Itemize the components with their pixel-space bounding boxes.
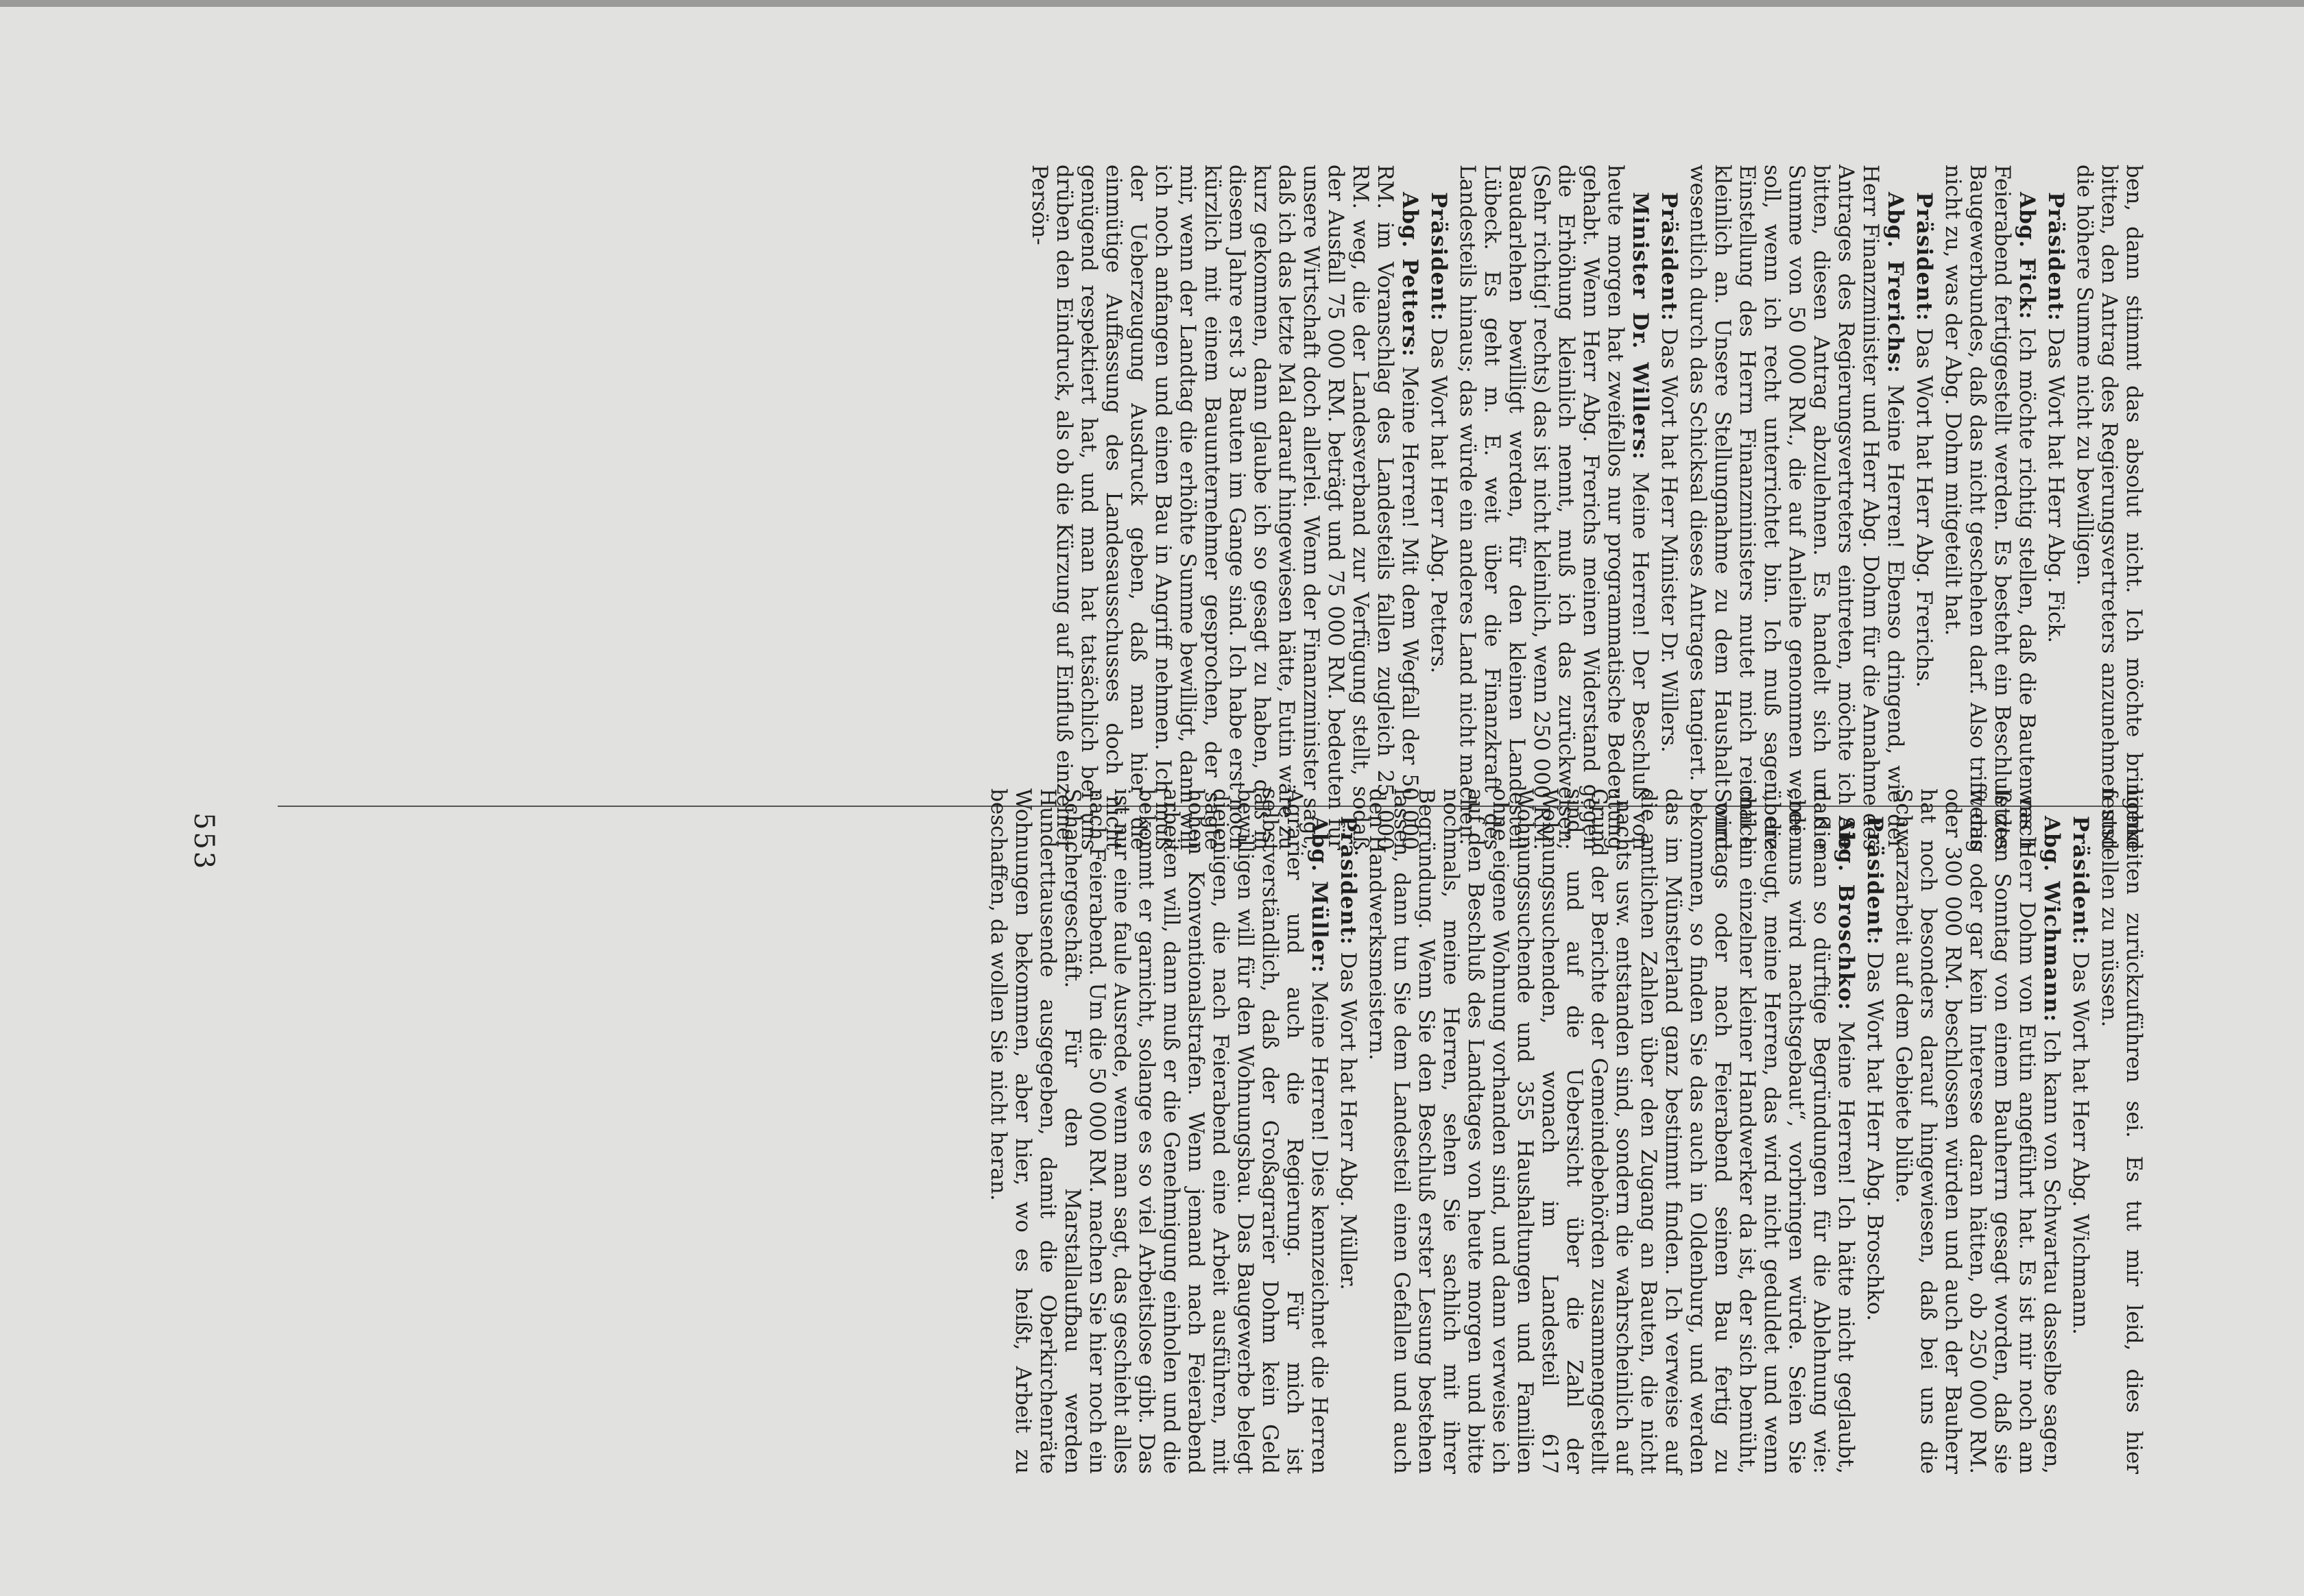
speaker-label: Präsident: bbox=[1336, 816, 1360, 945]
paragraph bbox=[1685, 165, 1908, 850]
paragraph bbox=[1426, 165, 1451, 850]
text-column-right bbox=[986, 788, 2146, 1475]
speaker-label: Abg. Broschko: bbox=[1834, 816, 1858, 1011]
speaker-label: Abg. Petters: bbox=[1397, 192, 1422, 357]
paragraph-text: Ich kann von Schwartau dasselbe sagen, was Herr Dohm von Eutin angeführt hat. Es ist mir noch am letzten Sonntag von einem Bauherrn gesagt worden, daß sie wenig oder gar kein Interesse daran hätten, ob 250 000 RM. oder 300 000 RM. beschlossen würden und auch der Bauherr hat noch besonders darauf hingewiesen, daß bei uns die Schwarzarbeit auf dem Gebiete blühe. bbox=[1891, 788, 2064, 1475]
paragraph-text: Das Wort hat Herr Abg. Petters. bbox=[1426, 328, 1451, 674]
paragraph-text: Meine Herren! Mit dem Wegfall der 50 000 RM. im Voranschlag des Landesteils fallen zugleich 25 000 RM. weg, die der Landesverband zur Verfügung stellt, sodaß der Ausfall 75 000 RM. beträgt und 75 000 RM. bedeuten für unsere Wirtschaft doch allerlei. Wenn der Finanzminister sagt, daß ich das letzte Mal darauf hingewiesen hätte, Eutin wäre zu kurz gekommen, dann glaube ich so gesagt zu haben, daß in diesem Jahre erst 3 Bauten im Gange sind. Ich habe erst noch kürzlich mit einem Bauunternehmer gesprochen, der sagte mir, wenn der Landtag die erhöhte Summe bewilligt, dann will ich noch anfangen und einen Bau in Angriff nehmen. Ich muß der Ueberzeugung Ausdruck geben, daß man hier die einmütige Auffassung des Landesausschusses doch nicht genügend respektiert hat, und man hat tatsächlich bei uns drüben den Eindruck, als ob die Kürzung auf Einfluß einzelner Persön- bbox=[1027, 165, 1422, 851]
speaker-label: Präsident: bbox=[2043, 192, 2068, 322]
paragraph bbox=[1027, 165, 1422, 850]
speaker-label: Abg. Müller: bbox=[1307, 816, 1332, 974]
paragraph-text: Meine Herren! Der Beschluß von heute morgen hat zweifellos nur programmatische Bedeutung gehabt. Wenn Herr Abg. Frerichs meinen Widerstand gegen die Erhöhung kleinlich nennt, muß ich das zurückweisen; (Sehr richtig! rechts) das ist nicht kleinlich, wenn 250 000 RM. Baudarlehen bewilligt werden, für den kleinen Landesteil Lübeck. Es geht m. E. weit über die Finanzkraft des Landesteils hinaus; das würde ein anderes Land nicht machen. bbox=[1455, 165, 1653, 850]
paragraph-text: Ich möchte richtig stellen, daß die Bauten nach Feierabend fertiggestellt werden. Es besteht ein Beschluß des Baugewerbundes, daß das nicht geschehen darf. Also trifft das nicht zu, was der Abg. Dohm mitgeteilt hat. bbox=[1941, 165, 2039, 850]
paragraph bbox=[1365, 788, 1858, 1474]
paragraph-text: Das Wort hat Herr Minister Dr. Willers. bbox=[1657, 328, 1681, 753]
paragraph-text: Meine Herren! Ich hätte nicht geglaubt, daß man so dürftige Begründungen für die Ablehnung wie: „bei uns wird nachtsgebaut“, vorbringen würde. Seien Sie überzeugt, meine Herren, das wird nicht geduldet und wenn mal ein einzelner kleiner Handwerker da ist, der sich bemüht, Sonntags oder nach Feierabend seinen Bau fertig zu bekommen, so finden Sie das auch in Oldenburg, und werden das im Münsterland ganz bestimmt finden. Ich verweise auf die amtlichen Zahlen über den Zugang an Bauten, die nicht „nachts usw. entstanden sind, sondern die wahrscheinlich auf Grund der Berichte der Gemeindebehörden zusammengestellt sind, und auf die Uebersicht über die Zahl der Wohnungssuchenden, wonach im Landesteil 617 Wohnungssuchende und 355 Haushaltungen und Familien ohne eigene Wohnung vorhanden sind, und dann verweise ich auf den Beschluß des Landtages von heute morgen und bitte nochmals, meine Herren, sehen Sie sachlich mit ihrer Begründung. Wenn Sie den Beschluß erster Lesung bestehen lassen, dann tun Sie dem Landesteil einen Gefallen und auch den Handwerksmeistern. bbox=[1365, 788, 1858, 1474]
speaker-label: Präsident: bbox=[1912, 192, 1936, 322]
paragraph bbox=[1862, 788, 1887, 1474]
paragraph bbox=[1941, 165, 2039, 850]
paragraph bbox=[2097, 788, 2146, 1474]
paragraph-text: ben, dann stimmt das absolut nicht. Ich möchte bringend bitten, den Antrag des Regierungsvertreters anzunehmen und die höhere Summe nicht zu bewilligen. bbox=[2072, 165, 2146, 850]
speaker-label: Minister Dr. Willers: bbox=[1628, 192, 1653, 461]
paragraph-text: Das Wort hat Herr Abg. Fick. bbox=[2043, 328, 2068, 644]
paragraph-text: Meine Herren! Dies kennzeichnet die Herren Agrarier und auch die Regierung. Für mich ist selbstverständlich, daß der Großagrarier Dohm kein Geld bewilligen will für den Wohnungsbau. Das Baugewerbe belegt diejenigen, die nach Feierabend eine Arbeit ausführen, mit hohen Konventionalstrafen. Wenn jemand nach Feierabend arbeiten will, dann muß er die Genehmigung einholen und die bekommt er garnicht, solange es so viel Arbeitslose gibt. Das ist nur eine faule Ausrede, wenn man sagt, das geschieht alles nach Feierabend. Um die 50 000 RM. machen Sie hier noch ein Schachergeschäft. Für den Marstallaufbau werden Hunderttausende ausgegeben, damit die Oberkirchenräte Wohnungen bekommen, aber hier, wo es heißt, Arbeit zu beschaffen, da wollen Sie nicht heran. bbox=[986, 788, 1332, 1474]
paragraph-text: Das Wort hat Herr Abg. Frerichs. bbox=[1912, 328, 1936, 688]
paragraph bbox=[986, 788, 1332, 1474]
speaker-label: Präsident: bbox=[1426, 192, 1451, 322]
paragraph bbox=[1455, 165, 1653, 850]
speaker-label: Abg. Frerichs: bbox=[1883, 192, 1908, 374]
speaker-label: Abg. Wichmann: bbox=[2039, 816, 2064, 1023]
paragraph bbox=[1336, 788, 1360, 1474]
speaker-label: Präsident: bbox=[1862, 816, 1887, 945]
speaker-label: Abg. Fick: bbox=[2015, 192, 2039, 320]
paragraph-text: Das Wort hat Herr Abg. Müller. bbox=[1336, 952, 1360, 1290]
paragraph-text: Meine Herren! Ebenso dringend, wie der Herr Finanzminister und Herr Abg. Dohm für die Annahme des Antrages des Regierungsvertreters eintreten, möchte ich Sie bitten, diesen Antrag abzulehnen. Es handelt sich um die Summe von 50 000 RM., die auf Anleihe genommen werden soll, wenn ich recht unterrichtet bin. Ich muß sagen, die Einstellung des Herrn Finanzministers mutet mich reichlich kleinlich an. Unsere Stellungnahme zu dem Haushalt wird wesentlich durch das Schicksal dieses Antrages tangiert. bbox=[1685, 165, 1908, 850]
paragraph-text: lichkeiten zurückzuführen sei. Es tut mir leid, dies hier feststellen zu müssen. bbox=[2097, 788, 2146, 1474]
speaker-label: Präsident: bbox=[2068, 816, 2093, 945]
text-column-left bbox=[254, 165, 2146, 850]
page-number: 553 bbox=[188, 812, 219, 871]
paragraph bbox=[1891, 788, 2064, 1474]
paragraph-text: Das Wort hat Herr Abg. Broschko. bbox=[1862, 952, 1887, 1321]
paragraph bbox=[2072, 165, 2146, 850]
paragraph bbox=[2068, 788, 2093, 1474]
paragraph bbox=[1912, 165, 1936, 850]
speaker-label: Präsident: bbox=[1657, 192, 1681, 322]
paragraph bbox=[1657, 165, 1681, 850]
paragraph bbox=[2043, 165, 2068, 850]
paragraph-text: Das Wort hat Herr Abg. Wichmann. bbox=[2068, 952, 2093, 1335]
